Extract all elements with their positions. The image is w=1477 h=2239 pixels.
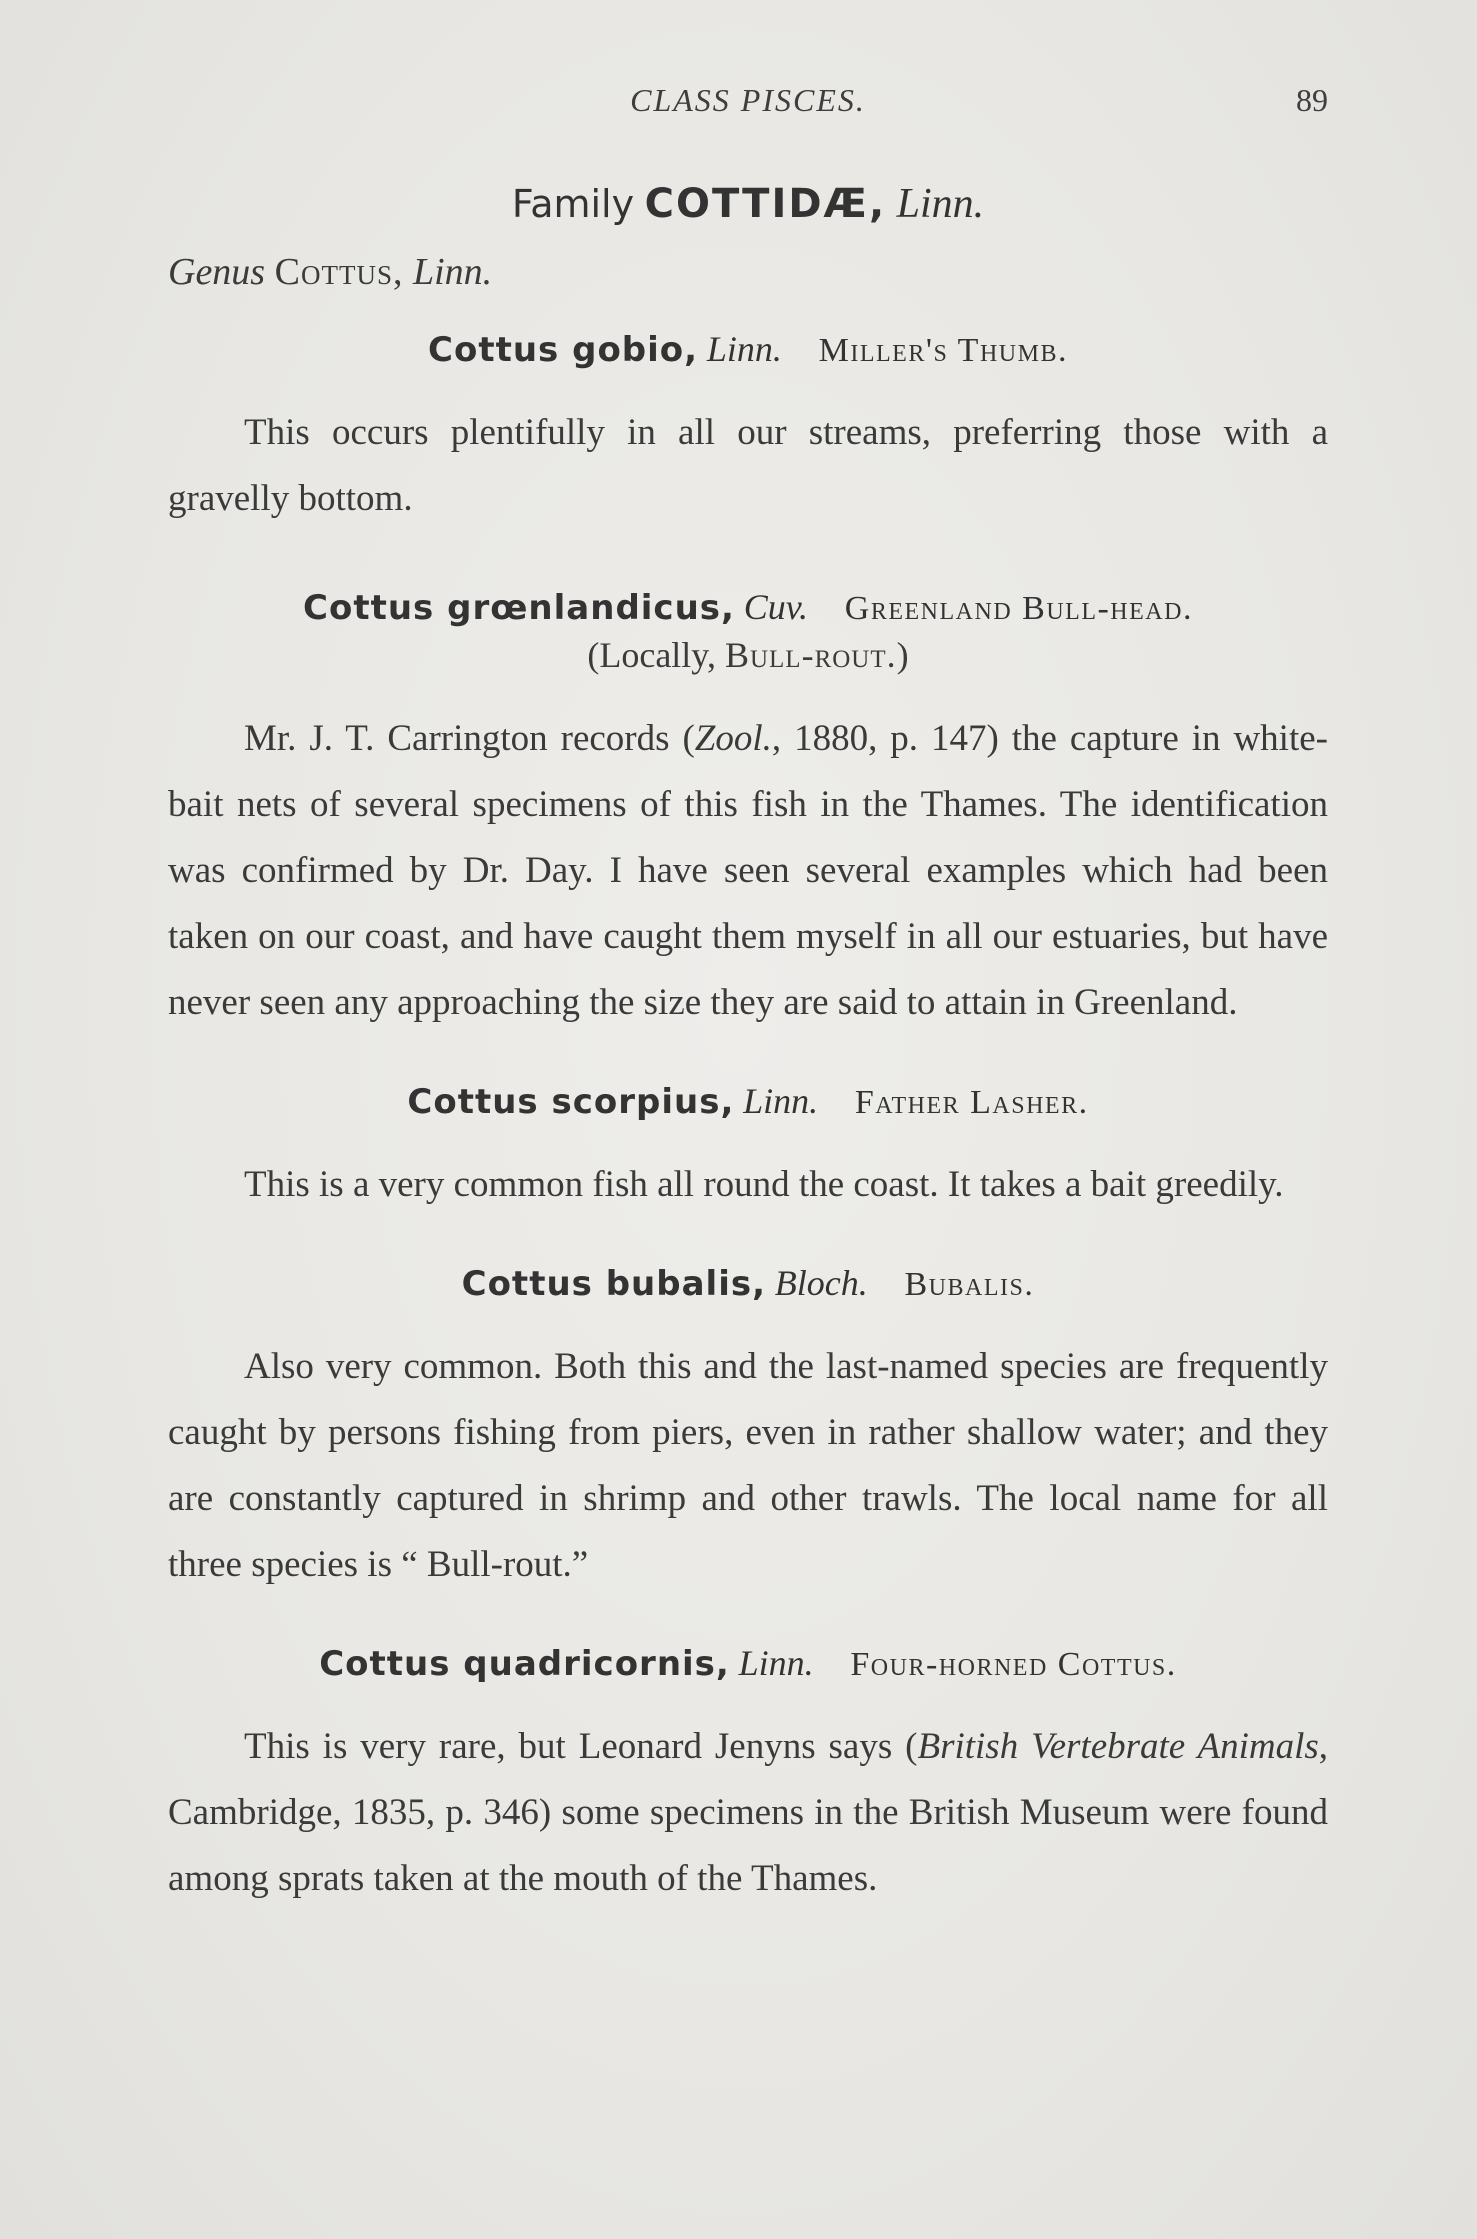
paragraph-groenlandicus [168,706,1328,1036]
species-authority: Linn. [743,1081,819,1121]
species-authority: Cuv. [743,587,809,627]
local-name-line [168,634,1328,676]
species-authority: Bloch. [774,1263,868,1303]
page-number: 89 [1296,82,1328,118]
scientific-name: Cottus bubalis, [461,1264,767,1304]
family-word: Family [511,182,635,226]
scientific-name: Cottus gobio, [428,330,699,370]
genus-authority: Linn. [412,251,493,293]
genus-word: Genus [168,251,266,293]
paragraph-quadricornis [168,1714,1328,1912]
book-title: British Vertebrate Animals [917,1726,1319,1767]
common-name: Greenland Bull-head. [844,590,1193,627]
paragraph-bubalis: Also very common. Both this and the last-named species are frequently caught by persons fishing from piers, even in rather shallow water; and they are constantly captured in shrimp and other trawls. The local name for all three species is “ Bull-rout.” [168,1346,1328,1585]
genus-name: Cottus, [274,251,404,293]
common-name: Father Lasher. [854,1084,1089,1121]
species-heading-gobio [168,328,1328,370]
family-name: COTTIDÆ, [644,181,887,227]
scientific-name: Cottus scorpius, [407,1082,735,1122]
common-name: Bubalis. [904,1266,1035,1303]
page-content [168,180,1328,1912]
species-heading-scorpius [168,1080,1328,1122]
scientific-name: Cottus quadricornis, [319,1644,730,1684]
common-name: Miller's Thumb. [818,332,1068,369]
local-name-suffix: ) [896,635,909,675]
paragraph-text: This is very rare, but Leonard Jenyns says ( [244,1726,918,1767]
paragraph-text: Mr. J. T. Carrington records ( [244,718,695,759]
running-title: CLASS PISCES. [630,82,866,118]
species-heading-groenlandicus [168,586,1328,628]
species-authority: Linn. [706,329,782,369]
journal-title: Zool. [694,718,772,759]
species-heading-bubalis [168,1262,1328,1304]
local-name: Bull-rout. [724,635,897,675]
running-head [168,82,1328,132]
family-authority: Linn. [896,181,985,227]
family-heading [168,180,1328,228]
paragraph-gobio: This occurs plentifully in all our streams, preferring those with a gravelly bottom. [168,412,1328,519]
paragraph-text: , Cambridge, 1835, p. 346) some specimens in the British Museum were found among sprats taken at the mouth of the Thames. [168,1726,1328,1899]
scientific-name: Cottus grœnlandicus, [303,588,735,628]
genus-heading [168,250,1328,294]
paragraph-text: , 1880, p. 147) the capture in white-bait nets of several specimens of this fish in the Thames. The identification was confirmed by Dr. Day. I have seen several examples which had been taken on our coast, and have caught them myself in all our estuaries, but have never seen any approaching the size they are said to attain in Greenland. [168,718,1328,1023]
common-name: Four-horned Cottus. [850,1646,1177,1683]
species-authority: Linn. [738,1643,814,1683]
local-name-prefix: (Locally, [587,635,716,675]
paragraph-scorpius: This is a very common fish all round the coast. It takes a bait greedily. [244,1164,1284,1205]
species-heading-quadricornis [168,1642,1328,1684]
